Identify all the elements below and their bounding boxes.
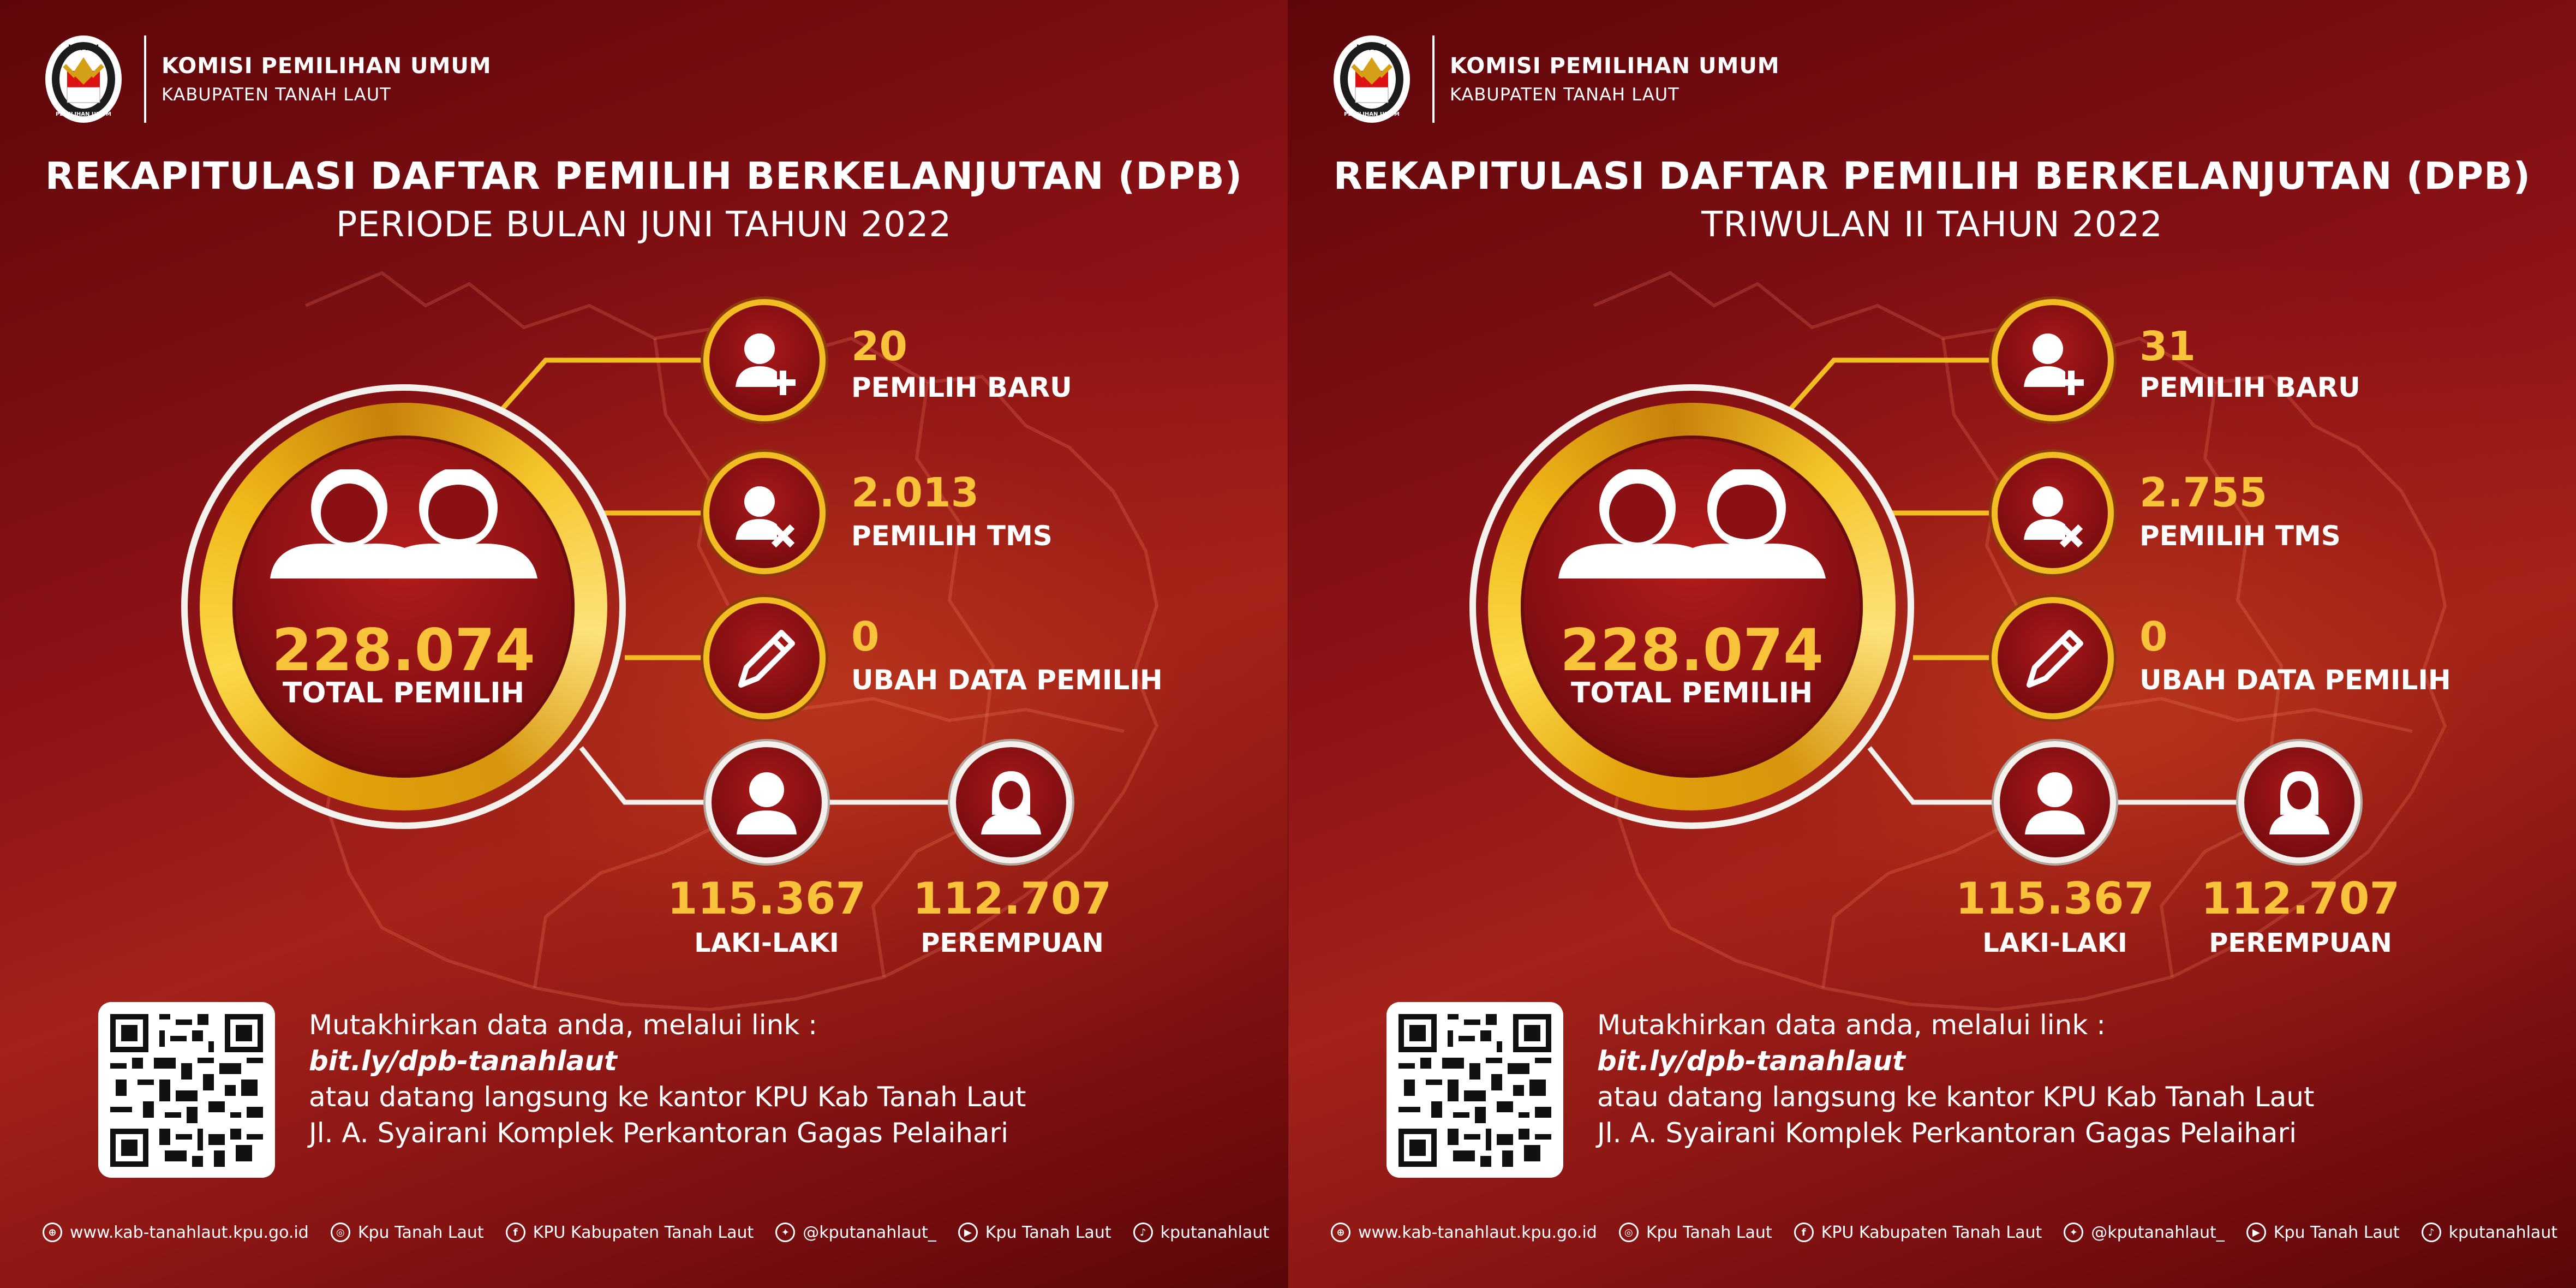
period-subtitle: PERIODE BULAN JUNI TAHUN 2022	[336, 205, 952, 245]
main-title: REKAPITULASI DAFTAR PEMILIH BERKELANJUTAN (DPB)	[1333, 154, 2531, 198]
period-subtitle: TRIWULAN II TAHUN 2022	[1701, 205, 2163, 245]
male-value: 115.367	[1955, 873, 2155, 924]
footer-website[interactable]	[1331, 1223, 1597, 1242]
user-remove-icon	[709, 458, 820, 568]
footer-twitter-text: @kputanahlaut_	[2091, 1223, 2225, 1242]
footer-tiktok-text: kputanahlaut	[2448, 1223, 2558, 1242]
qr-code[interactable]	[98, 1002, 275, 1178]
changed-data-label: UBAH DATA PEMILIH	[851, 664, 1163, 696]
new-voters-label: PEMILIH BARU	[2139, 372, 2360, 403]
female-value: 112.707	[912, 873, 1112, 924]
tms-voters-badge	[703, 452, 826, 574]
footer-youtube-text: Kpu Tanah Laut	[985, 1223, 1111, 1242]
youtube-icon: ▶	[2246, 1223, 2266, 1242]
tms-voters-value: 2.755	[2139, 469, 2268, 516]
male-icon	[712, 747, 822, 857]
footer-website-text: www.kab-tanahlaut.kpu.go.id	[70, 1223, 309, 1242]
logo-bottom-text: PEMILIHAN UMUM	[55, 111, 112, 117]
footer-tiktok-text: kputanahlaut	[1160, 1223, 1270, 1242]
info-line-1: Mutakhirkan data anda, melalui link :	[309, 1009, 818, 1041]
org-region: KABUPATEN TANAH LAUT	[162, 84, 391, 105]
logo-top-text: KOMISI	[68, 44, 99, 52]
voters-icon	[265, 469, 543, 579]
male-badge	[706, 741, 828, 863]
total-voters-value: 228.074	[1560, 617, 1824, 684]
main-title: REKAPITULASI DAFTAR PEMILIH BERKELANJUTAN (DPB)	[45, 154, 1243, 198]
instagram-icon: ◎	[331, 1223, 350, 1242]
user-remove-icon	[1998, 458, 2108, 568]
info-line-3: atau datang langsung ke kantor KPU Kab Tanah Laut	[1597, 1081, 2315, 1113]
info-line-3: atau datang langsung ke kantor KPU Kab Tanah Laut	[309, 1081, 1026, 1113]
male-label: LAKI-LAKI	[694, 928, 839, 958]
globe-icon: ⊕	[43, 1223, 62, 1242]
changed-data-badge	[703, 597, 826, 719]
footer-instagram[interactable]	[1619, 1223, 1772, 1242]
qr-code[interactable]	[1386, 1002, 1563, 1178]
user-add-icon	[709, 305, 820, 415]
female-icon	[2244, 747, 2354, 857]
org-name: KOMISI PEMILIHAN UMUM	[1450, 53, 1780, 79]
footer-facebook-text: KPU Kabupaten Tanah Laut	[1821, 1223, 2042, 1242]
tms-voters-label: PEMILIH TMS	[851, 520, 1053, 552]
total-voters-value: 228.074	[272, 617, 535, 684]
footer-youtube[interactable]	[2246, 1223, 2400, 1242]
female-value: 112.707	[2201, 873, 2400, 924]
facebook-icon: f	[506, 1223, 525, 1242]
info-link[interactable]: bit.ly/dpb-tanahlaut	[1597, 1045, 1905, 1077]
total-voters-label: TOTAL PEMILIH	[1570, 677, 1813, 709]
footer-twitter-text: @kputanahlaut_	[803, 1223, 936, 1242]
update-info	[309, 1007, 1026, 1151]
footer-tiktok[interactable]	[2422, 1223, 2557, 1242]
logo-top-text: KOMISI	[1356, 44, 1388, 52]
footer-facebook[interactable]	[506, 1223, 754, 1242]
twitter-icon: ✦	[775, 1223, 795, 1242]
male-badge	[1994, 741, 2116, 863]
qr-pattern	[110, 1014, 263, 1167]
footer-website[interactable]	[43, 1223, 309, 1242]
footer-website-text: www.kab-tanahlaut.kpu.go.id	[1358, 1223, 1597, 1242]
footer-instagram-text: Kpu Tanah Laut	[1646, 1223, 1772, 1242]
footer-facebook-text: KPU Kabupaten Tanah Laut	[533, 1223, 754, 1242]
changed-data-label: UBAH DATA PEMILIH	[2139, 664, 2451, 696]
pencil-icon	[709, 603, 820, 713]
footer-twitter[interactable]	[775, 1223, 936, 1242]
voters-icon	[1553, 469, 1831, 579]
twitter-icon: ✦	[2064, 1223, 2083, 1242]
female-badge	[950, 741, 1072, 863]
instagram-icon: ◎	[1619, 1223, 1639, 1242]
total-voters-label: TOTAL PEMILIH	[282, 677, 525, 709]
footer-instagram-text: Kpu Tanah Laut	[357, 1223, 484, 1242]
male-label: LAKI-LAKI	[1982, 928, 2127, 958]
facebook-icon: f	[1794, 1223, 1814, 1242]
tms-voters-badge	[1992, 452, 2114, 574]
changed-data-value: 0	[851, 613, 880, 660]
tms-voters-value: 2.013	[851, 469, 979, 516]
new-voters-value: 31	[2139, 323, 2196, 370]
youtube-icon: ▶	[958, 1223, 978, 1242]
info-address: Jl. A. Syairani Komplek Perkantoran Gagas Pelaihari	[1597, 1117, 2297, 1149]
female-label: PEREMPUAN	[2209, 928, 2392, 958]
pencil-icon	[1998, 603, 2108, 713]
update-info	[1597, 1007, 2315, 1151]
footer-links	[43, 1223, 1288, 1242]
new-voters-badge	[1992, 299, 2114, 421]
male-value: 115.367	[667, 873, 866, 924]
tiktok-icon: ♪	[2422, 1223, 2441, 1242]
tms-voters-label: PEMILIH TMS	[2139, 520, 2341, 552]
footer-facebook[interactable]	[1794, 1223, 2042, 1242]
female-badge	[2238, 741, 2360, 863]
user-add-icon	[1998, 305, 2108, 415]
info-link[interactable]: bit.ly/dpb-tanahlaut	[309, 1045, 617, 1077]
info-address: Jl. A. Syairani Komplek Perkantoran Gagas Pelaihari	[309, 1117, 1009, 1149]
org-name: KOMISI PEMILIHAN UMUM	[162, 53, 492, 79]
footer-twitter[interactable]	[2064, 1223, 2224, 1242]
changed-data-value: 0	[2139, 613, 2168, 660]
info-line-1: Mutakhirkan data anda, melalui link :	[1597, 1009, 2106, 1041]
female-icon	[956, 747, 1066, 857]
tiktok-icon: ♪	[1133, 1223, 1153, 1242]
qr-pattern	[1398, 1014, 1551, 1167]
new-voters-badge	[703, 299, 826, 421]
female-label: PEREMPUAN	[921, 928, 1104, 958]
footer-youtube-text: Kpu Tanah Laut	[2273, 1223, 2400, 1242]
org-region: KABUPATEN TANAH LAUT	[1450, 84, 1680, 105]
panel-quarter-2	[1288, 0, 2576, 1288]
footer-youtube[interactable]	[958, 1223, 1111, 1242]
footer-links	[1331, 1223, 2576, 1242]
logo-bottom-text: PEMILIHAN UMUM	[1343, 111, 1400, 117]
new-voters-value: 20	[851, 323, 907, 370]
footer-instagram[interactable]	[331, 1223, 484, 1242]
globe-icon: ⊕	[1331, 1223, 1350, 1242]
new-voters-label: PEMILIH BARU	[851, 372, 1072, 403]
male-icon	[2000, 747, 2110, 857]
changed-data-badge	[1992, 597, 2114, 719]
footer-tiktok[interactable]	[1133, 1223, 1269, 1242]
